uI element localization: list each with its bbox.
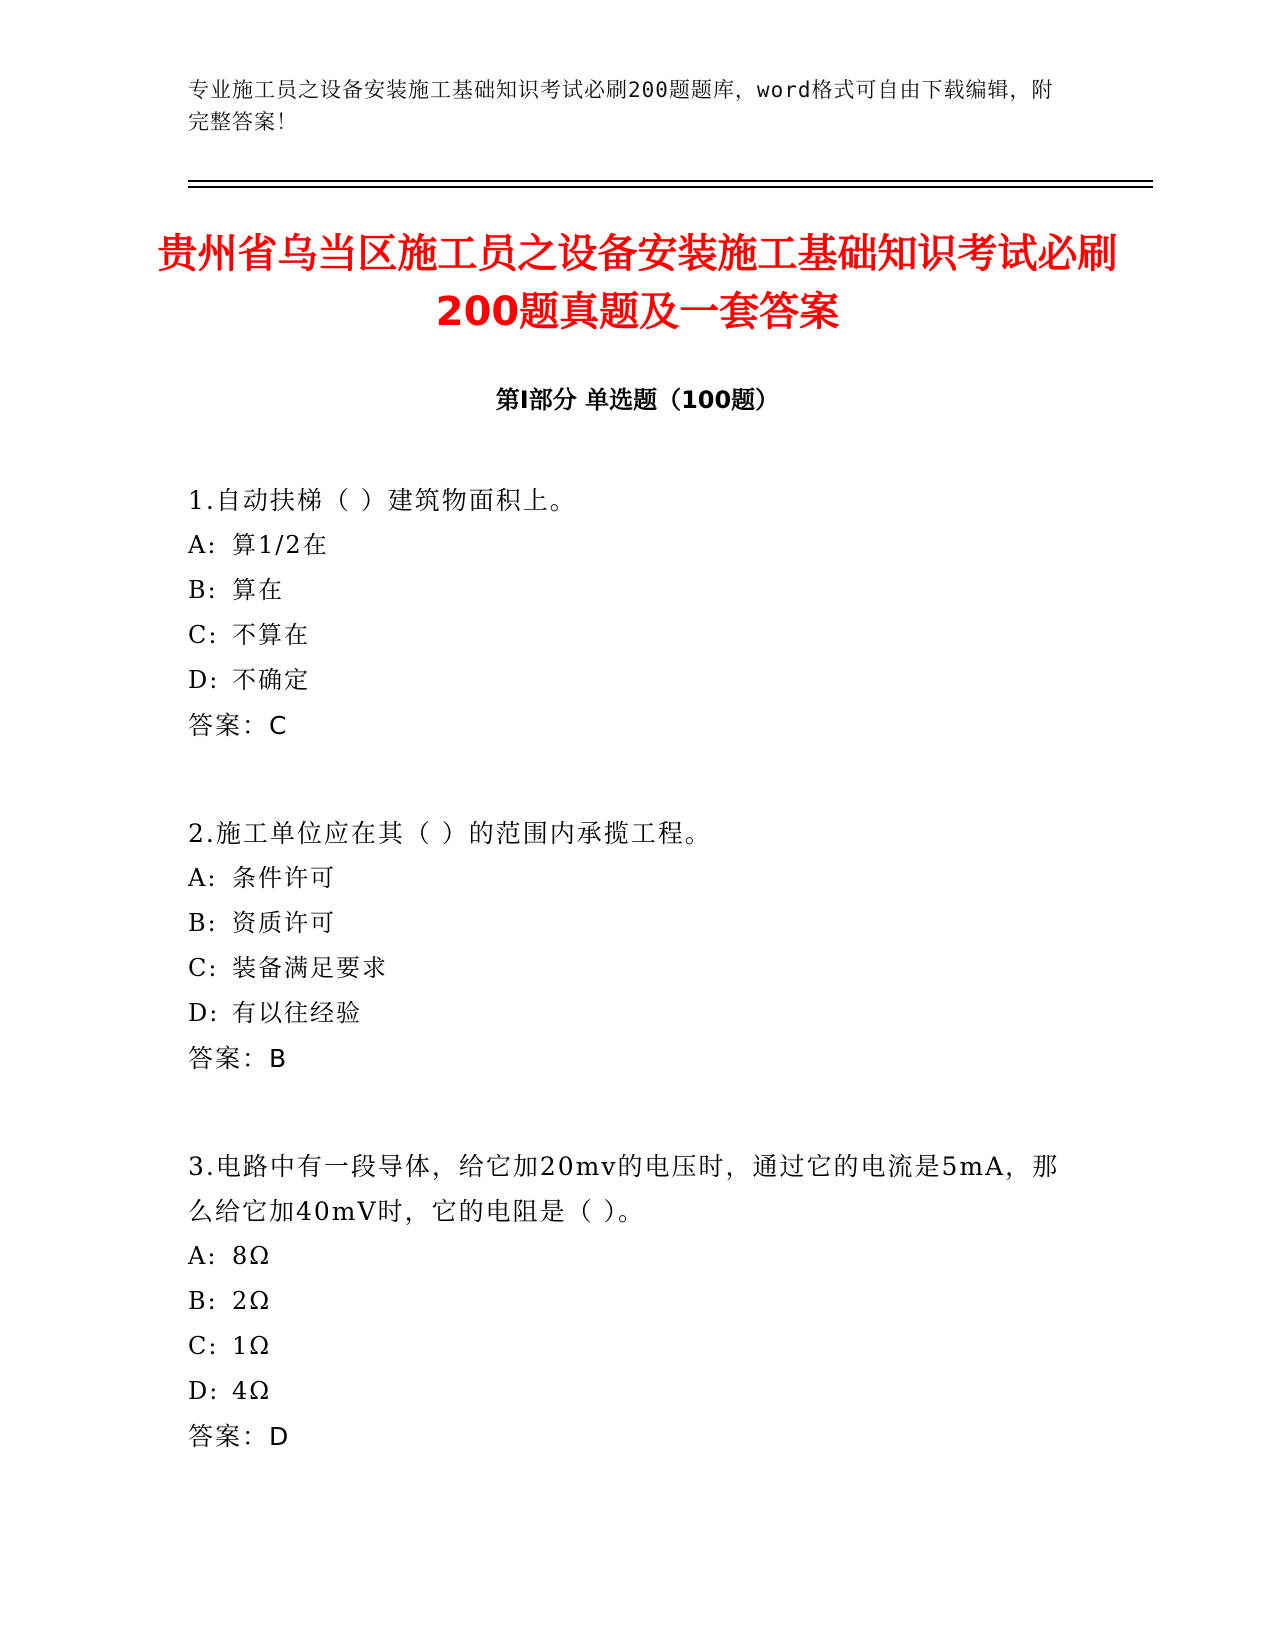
option-letter: C: [188, 621, 219, 649]
option-a [188, 1234, 1068, 1279]
option-text: 条件许可 [232, 864, 336, 892]
option-d [188, 1369, 1068, 1414]
header-rule-bottom [188, 186, 1153, 188]
option-d [188, 991, 1068, 1036]
option-c [188, 946, 1068, 991]
option-b [188, 1279, 1068, 1324]
option-c [188, 613, 1068, 658]
question-1 [188, 478, 1068, 748]
option-letter: A: [188, 1242, 218, 1270]
section-heading: 第Ⅰ部分 单选题（100题） [495, 386, 780, 414]
question-stem: 2.施工单位应在其（ ）的范围内承揽工程。 [188, 819, 712, 848]
answer-line: 答案：D [188, 1422, 291, 1451]
option-text: 算1/2在 [232, 531, 329, 559]
question-list [188, 478, 1068, 1459]
question-spacer [188, 1081, 1068, 1144]
option-text: 不算在 [232, 621, 310, 649]
option-text: 4Ω [232, 1377, 272, 1405]
option-letter: B: [188, 909, 218, 937]
option-c [188, 1324, 1068, 1369]
option-letter: D: [188, 666, 220, 694]
question-2 [188, 811, 1068, 1081]
option-b [188, 568, 1068, 613]
option-text: 算在 [232, 576, 284, 604]
question-stem: 3.电路中有一段导体，给它加20mv的电压时，通过它的电流是5mA，那么给它加40mV时，它的电阻是（ ）。 [188, 1152, 1060, 1226]
option-letter: C: [188, 954, 219, 982]
option-a [188, 523, 1068, 568]
answer-line: 答案：B [188, 1044, 289, 1073]
option-text: 不确定 [232, 666, 310, 694]
option-letter: B: [188, 1287, 218, 1315]
option-letter: D: [188, 1377, 220, 1405]
option-d [188, 658, 1068, 703]
question-spacer [188, 748, 1068, 811]
document-title: 贵州省乌当区施工员之设备安装施工基础知识考试必刷200题真题及一套答案 [157, 231, 1118, 335]
option-letter: A: [188, 531, 218, 559]
question-3 [188, 1144, 1068, 1459]
answer-line: 答案：C [188, 711, 289, 740]
option-text: 装备满足要求 [232, 954, 388, 982]
option-text: 1Ω [232, 1332, 272, 1360]
option-letter: C: [188, 1332, 219, 1360]
header-note: 专业施工员之设备安装施工基础知识考试必刷200题题库，word格式可自由下载编辑，附完整答案！ [188, 78, 1054, 134]
option-letter: B: [188, 576, 218, 604]
option-text: 有以往经验 [232, 999, 362, 1027]
header-rule-top [188, 180, 1153, 182]
option-b [188, 901, 1068, 946]
option-letter: D: [188, 999, 220, 1027]
option-a [188, 856, 1068, 901]
option-text: 8Ω [232, 1242, 272, 1270]
option-letter: A: [188, 864, 218, 892]
option-text: 资质许可 [232, 909, 336, 937]
question-stem: 1.自动扶梯（ ）建筑物面积上。 [188, 486, 577, 515]
option-text: 2Ω [232, 1287, 272, 1315]
